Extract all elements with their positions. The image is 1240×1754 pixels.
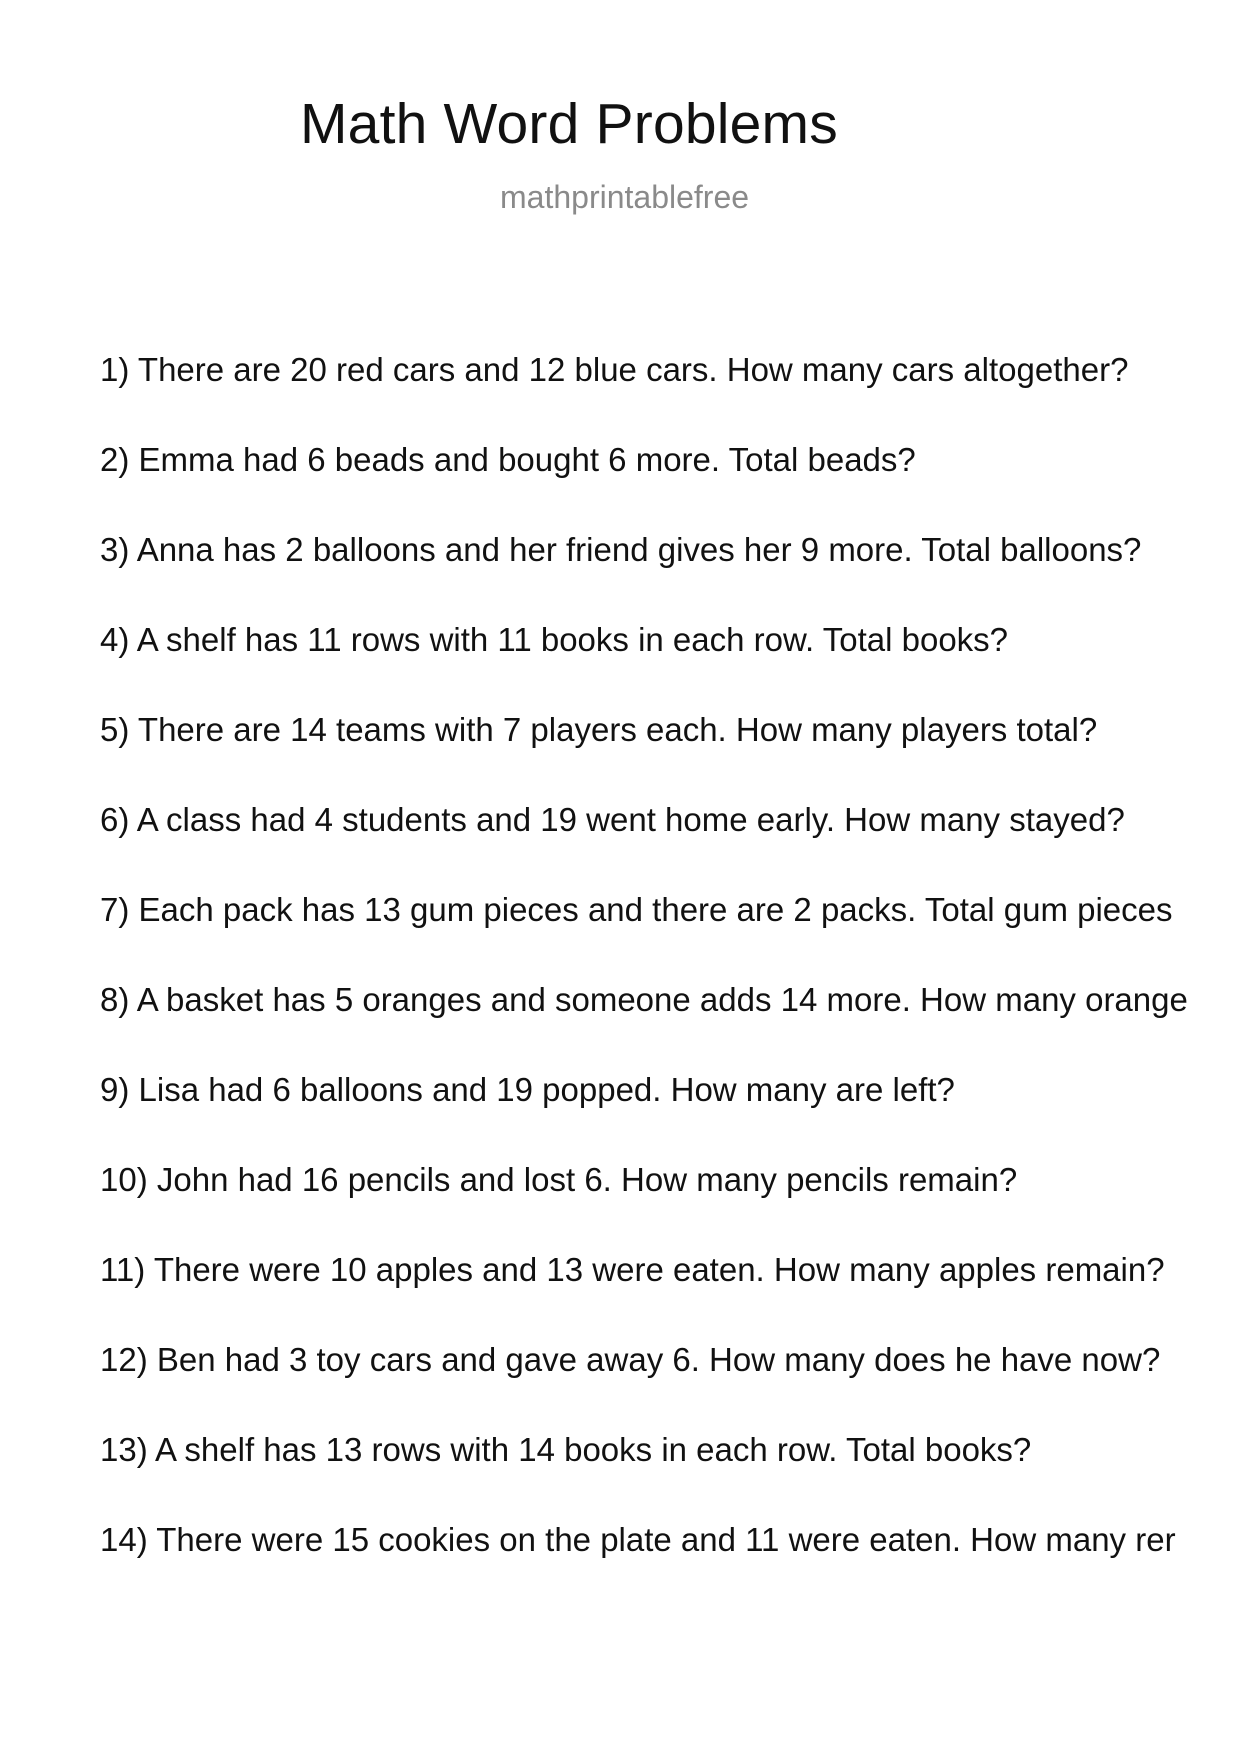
problem-item-3: 3) Anna has 2 balloons and her friend gives her 9 more. Total balloons? <box>100 531 1142 568</box>
page-title: Math Word Problems <box>300 92 838 156</box>
problem-list <box>100 348 1240 1608</box>
problem-item-12: 12) Ben had 3 toy cars and gave away 6. How many does he have now? <box>100 1341 1161 1378</box>
problem-item-6: 6) A class had 4 students and 19 went home early. How many stayed? <box>100 801 1125 838</box>
problem-item-10: 10) John had 16 pencils and lost 6. How many pencils remain? <box>100 1161 1018 1198</box>
problem-item-2: 2) Emma had 6 beads and bought 6 more. Total beads? <box>100 441 916 478</box>
problem-item-1: 1) There are 20 red cars and 12 blue cars. How many cars altogether? <box>100 351 1129 388</box>
problem-item-13: 13) A shelf has 13 rows with 14 books in each row. Total books? <box>100 1431 1032 1468</box>
problem-item-14: 14) There were 15 cookies on the plate and 11 were eaten. How many rer <box>100 1521 1176 1558</box>
problem-item-8: 8) A basket has 5 oranges and someone adds 14 more. How many orange <box>100 981 1188 1018</box>
problem-item-5: 5) There are 14 teams with 7 players each. How many players total? <box>100 711 1098 748</box>
problem-item-11: 11) There were 10 apples and 13 were eaten. How many apples remain? <box>100 1251 1165 1288</box>
problem-item-4: 4) A shelf has 11 rows with 11 books in each row. Total books? <box>100 621 1009 658</box>
problem-item-7: 7) Each pack has 13 gum pieces and there are 2 packs. Total gum pieces <box>100 891 1173 928</box>
page-subtitle: mathprintablefree <box>500 179 750 215</box>
problem-item-9: 9) Lisa had 6 balloons and 19 popped. How many are left? <box>100 1071 955 1108</box>
